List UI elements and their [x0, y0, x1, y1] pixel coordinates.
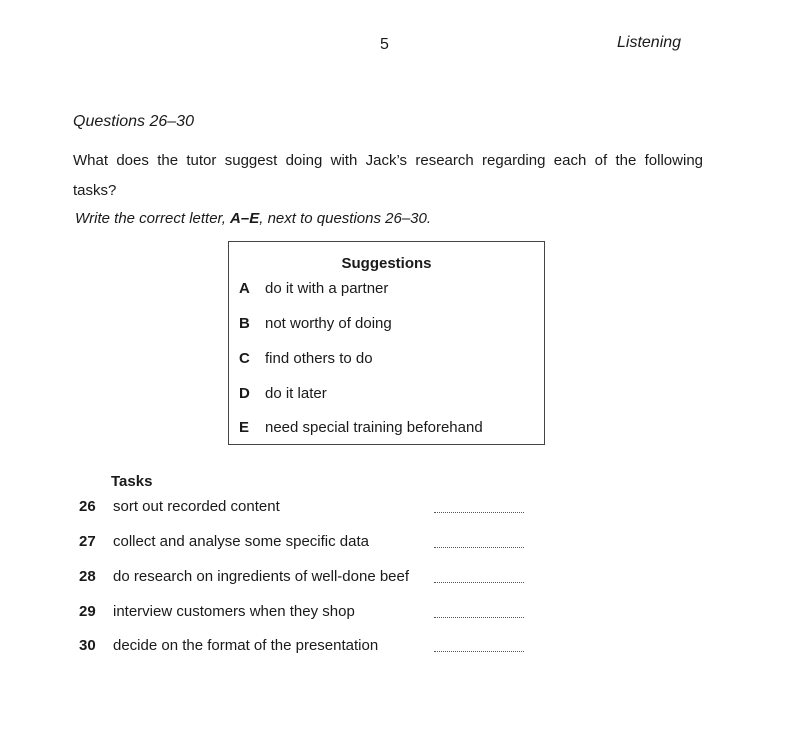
option-text: do it later — [265, 385, 327, 402]
instruction-range: A–E — [230, 210, 260, 227]
answer-blank[interactable] — [434, 641, 524, 652]
page-number: 5 — [380, 36, 389, 53]
suggestion-option — [239, 385, 327, 402]
instruction-before: Write the correct letter, — [75, 210, 231, 227]
suggestion-option — [239, 419, 483, 436]
task-row — [79, 637, 529, 654]
option-letter: C — [239, 350, 250, 367]
task-number: 26 — [79, 498, 96, 515]
task-number: 28 — [79, 568, 96, 585]
suggestion-option — [239, 315, 392, 332]
task-text: collect and analyse some specific data — [113, 533, 369, 550]
option-letter: B — [239, 315, 250, 332]
task-text: decide on the format of the presentation — [113, 637, 379, 654]
task-text: interview customers when they shop — [113, 603, 355, 620]
suggestion-option — [239, 280, 388, 297]
option-text: need special training beforehand — [265, 419, 483, 436]
answer-blank[interactable] — [434, 607, 524, 618]
answer-blank[interactable] — [434, 572, 524, 583]
option-text: not worthy of doing — [265, 315, 392, 332]
suggestions-title: Suggestions — [341, 255, 432, 272]
task-row — [79, 498, 529, 515]
task-row — [79, 533, 529, 550]
task-row — [79, 603, 529, 620]
instruction-after: , next to questions 26–30. — [259, 210, 432, 227]
task-text: do research on ingredients of well-done beef — [113, 568, 410, 585]
option-letter: D — [239, 385, 250, 402]
answer-blank[interactable] — [434, 537, 524, 548]
option-text: do it with a partner — [265, 280, 389, 297]
answer-blank[interactable] — [434, 502, 524, 513]
question-prompt: What does the tutor suggest doing with Jack’s research regarding each of the following tasks? — [73, 152, 703, 199]
section-label: Listening — [617, 34, 682, 51]
task-number: 30 — [79, 637, 96, 654]
questions-heading: Questions 26–30 — [73, 113, 194, 130]
suggestions-box — [228, 241, 545, 445]
option-letter: E — [239, 419, 250, 436]
option-text: find others to do — [265, 350, 373, 367]
task-row — [79, 568, 529, 585]
instruction — [75, 210, 431, 227]
suggestion-option — [239, 350, 373, 367]
option-letter: A — [239, 280, 250, 297]
task-number: 27 — [79, 533, 96, 550]
task-number: 29 — [79, 603, 96, 620]
tasks-heading: Tasks — [111, 473, 153, 490]
task-text: sort out recorded content — [113, 498, 280, 515]
